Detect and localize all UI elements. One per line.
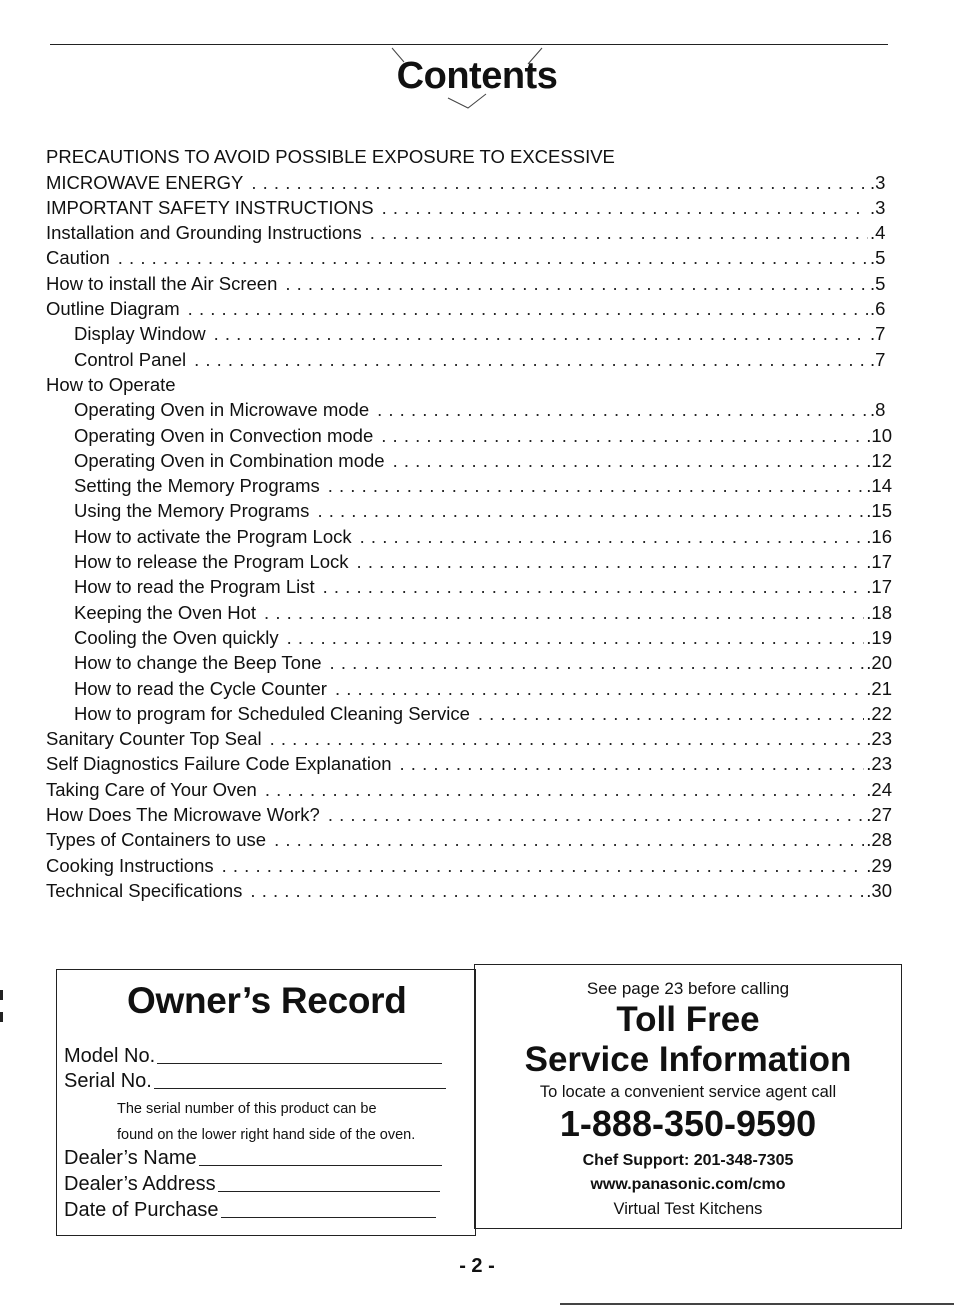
toc-entry-title: Outline Diagram bbox=[46, 298, 180, 320]
scan-edge-mark bbox=[0, 1012, 3, 1022]
toc-entry-title: Operating Oven in Combination mode bbox=[74, 449, 385, 471]
toc-entry[interactable] bbox=[46, 143, 892, 168]
toc-dot-leader bbox=[287, 627, 865, 649]
toc-entry-title: Cooling the Oven quickly bbox=[74, 626, 279, 648]
toc-entry[interactable] bbox=[46, 320, 892, 345]
table-of-contents bbox=[46, 143, 892, 902]
dealer-name-line[interactable] bbox=[199, 1164, 442, 1166]
toc-entry[interactable] bbox=[46, 219, 892, 244]
virtual-test-kitchens: Virtual Test Kitchens bbox=[613, 1200, 763, 1218]
toc-entry[interactable] bbox=[46, 877, 892, 902]
toc-entry-title: How to Operate bbox=[46, 373, 176, 395]
toc-dot-leader bbox=[285, 273, 868, 295]
toc-entry-title: How to activate the Program Lock bbox=[74, 525, 352, 547]
toc-entry[interactable] bbox=[46, 725, 892, 750]
chef-support-phone: Chef Support: 201-348-7305 bbox=[582, 1152, 794, 1169]
toc-dot-leader bbox=[370, 222, 868, 244]
toc-entry-page: .3 bbox=[870, 196, 886, 218]
toc-entry-title: How to read the Program List bbox=[74, 576, 315, 598]
toc-entry-title: Operating Oven in Convection mode bbox=[74, 424, 374, 446]
serial-note-line-1: The serial number of this product can be bbox=[117, 1101, 377, 1117]
toc-entry-title: How Does The Microwave Work? bbox=[46, 804, 320, 826]
toc-entry-title: How to read the Cycle Counter bbox=[74, 677, 327, 699]
toc-entry[interactable] bbox=[46, 649, 892, 674]
toc-entry-page: .20 bbox=[866, 652, 892, 674]
serial-note-line-2: found on the lower right hand side of the oven. bbox=[117, 1127, 416, 1143]
toc-dot-leader bbox=[188, 298, 868, 320]
toc-entry[interactable] bbox=[46, 371, 892, 396]
model-number-line[interactable] bbox=[157, 1062, 442, 1064]
toc-dot-leader bbox=[328, 475, 865, 497]
toc-entry-page: .12 bbox=[866, 449, 892, 471]
toc-entry-title: PRECAUTIONS TO AVOID POSSIBLE EXPOSURE TO EXCESSIVE bbox=[46, 146, 615, 168]
toc-dot-leader bbox=[382, 197, 868, 219]
toc-entry-page: .7 bbox=[870, 323, 886, 345]
toc-entry-page: .6 bbox=[870, 298, 886, 320]
toc-entry[interactable] bbox=[46, 775, 892, 800]
toc-entry[interactable] bbox=[46, 674, 892, 699]
toc-dot-leader bbox=[377, 399, 868, 421]
toc-entry-page: .8 bbox=[870, 399, 886, 421]
toc-entry[interactable] bbox=[46, 851, 892, 876]
toc-entry-title: IMPORTANT SAFETY INSTRUCTIONS bbox=[46, 196, 374, 218]
toc-entry-title: Using the Memory Programs bbox=[74, 500, 310, 522]
toc-dot-leader bbox=[118, 247, 868, 269]
toc-entry-page: .18 bbox=[866, 601, 892, 623]
toc-entry-page: .17 bbox=[866, 551, 892, 573]
top-rule bbox=[50, 44, 888, 45]
toc-entry-page: .30 bbox=[866, 879, 892, 901]
toc-entry-title: Cooking Instructions bbox=[46, 854, 214, 876]
toc-entry-title: Self Diagnostics Failure Code Explanation bbox=[46, 753, 392, 775]
toc-entry[interactable] bbox=[46, 421, 892, 446]
model-number-field bbox=[64, 1045, 442, 1068]
toc-entry-page: .16 bbox=[866, 525, 892, 547]
toc-entry[interactable] bbox=[46, 194, 892, 219]
toc-entry-title: How to release the Program Lock bbox=[74, 551, 349, 573]
toc-entry[interactable] bbox=[46, 522, 892, 547]
toc-entry-page: .15 bbox=[866, 500, 892, 522]
toc-entry-title: Setting the Memory Programs bbox=[74, 475, 320, 497]
toc-entry[interactable] bbox=[46, 269, 892, 294]
dealer-address-field bbox=[64, 1173, 440, 1196]
toc-entry[interactable] bbox=[46, 573, 892, 598]
toc-entry[interactable] bbox=[46, 801, 892, 826]
service-pre-note: See page 23 before calling bbox=[586, 979, 790, 998]
toc-entry[interactable] bbox=[46, 700, 892, 725]
purchase-date-label: Date of Purchase bbox=[64, 1199, 219, 1221]
toc-dot-leader bbox=[357, 551, 865, 573]
website-link[interactable]: www.panasonic.com/cmo bbox=[590, 1176, 786, 1193]
toc-dot-leader bbox=[317, 500, 864, 522]
toc-entry[interactable] bbox=[46, 447, 892, 472]
purchase-date-field bbox=[64, 1199, 436, 1222]
service-info-box bbox=[474, 964, 902, 1229]
toc-dot-leader bbox=[270, 728, 865, 750]
toc-dot-leader bbox=[360, 526, 865, 548]
toc-dot-leader bbox=[323, 576, 865, 598]
toc-entry[interactable] bbox=[46, 295, 892, 320]
toc-entry[interactable] bbox=[46, 548, 892, 573]
toc-dot-leader bbox=[250, 880, 864, 902]
toc-dot-leader bbox=[381, 425, 864, 447]
toll-free-title: Toll Free bbox=[616, 1000, 760, 1039]
page-title: Contents bbox=[396, 55, 558, 97]
toc-entry-page: .27 bbox=[866, 804, 892, 826]
serial-number-field bbox=[64, 1070, 446, 1093]
serial-number-line[interactable] bbox=[154, 1087, 446, 1089]
toc-dot-leader bbox=[328, 804, 864, 826]
toc-dot-leader bbox=[274, 829, 864, 851]
page-number: - 2 - bbox=[459, 1255, 495, 1277]
purchase-date-line[interactable] bbox=[221, 1216, 436, 1218]
toc-dot-leader bbox=[214, 323, 868, 345]
owners-record-title: Owner’s Record bbox=[127, 980, 407, 1021]
toc-entry-title: Installation and Grounding Instructions bbox=[46, 222, 362, 244]
toc-entry[interactable] bbox=[46, 624, 892, 649]
toc-dot-leader bbox=[478, 703, 864, 725]
toc-entry-title: Taking Care of Your Oven bbox=[46, 778, 257, 800]
toc-entry-page: .3 bbox=[870, 171, 886, 193]
toc-entry-title: Technical Specifications bbox=[46, 879, 243, 901]
toc-entry-title: Control Panel bbox=[74, 348, 187, 370]
toc-entry[interactable] bbox=[46, 750, 892, 775]
toc-entry-page: .23 bbox=[866, 728, 892, 750]
toc-dot-leader bbox=[335, 678, 864, 700]
toc-dot-leader bbox=[393, 450, 865, 472]
owners-record-box bbox=[56, 969, 476, 1236]
toc-entry-title: Types of Containers to use bbox=[46, 829, 267, 851]
toc-entry[interactable] bbox=[46, 472, 892, 497]
serial-number-label: Serial No. bbox=[64, 1070, 152, 1092]
toc-entry-title: Keeping the Oven Hot bbox=[74, 601, 257, 623]
toc-entry-title: Sanitary Counter Top Seal bbox=[46, 728, 262, 750]
toc-entry-page: .5 bbox=[870, 247, 886, 269]
info-boxes bbox=[56, 964, 902, 1236]
toc-entry[interactable] bbox=[46, 826, 892, 851]
toc-dot-leader bbox=[251, 172, 868, 194]
toc-entry-page: .14 bbox=[866, 475, 892, 497]
toc-entry-title: How to install the Air Screen bbox=[46, 272, 278, 294]
toc-entry-page: .24 bbox=[866, 778, 892, 800]
toc-entry[interactable] bbox=[46, 345, 892, 370]
toc-entry-title: How to change the Beep Tone bbox=[74, 652, 322, 674]
toc-entry-page: .22 bbox=[866, 702, 892, 724]
toc-entry-page: .23 bbox=[866, 753, 892, 775]
toc-dot-leader bbox=[400, 753, 865, 775]
dealer-address-line[interactable] bbox=[218, 1190, 440, 1192]
toc-entry-title: MICROWAVE ENERGY bbox=[46, 171, 244, 193]
toc-entry-title: Caution bbox=[46, 247, 110, 269]
toc-entry-page: .17 bbox=[866, 576, 892, 598]
scan-edge-mark bbox=[0, 990, 3, 1000]
toc-entry-page: .5 bbox=[870, 272, 886, 294]
locate-agent-text: To locate a convenient service agent call bbox=[539, 1083, 837, 1101]
toc-dot-leader bbox=[265, 779, 864, 801]
dealer-name-field bbox=[64, 1147, 442, 1170]
service-information-title: Service Information bbox=[524, 1040, 852, 1079]
toc-entry-page: .10 bbox=[866, 424, 892, 446]
toc-entry[interactable] bbox=[46, 497, 892, 522]
toc-entry-page: .21 bbox=[866, 677, 892, 699]
toc-entry-title: Operating Oven in Microwave mode bbox=[74, 399, 370, 421]
toc-entry-title: How to program for Scheduled Cleaning Service bbox=[74, 702, 470, 724]
toc-entry-page: .19 bbox=[866, 626, 892, 648]
toc-entry-page: .4 bbox=[870, 222, 886, 244]
dealer-address-label: Dealer’s Address bbox=[64, 1173, 216, 1195]
toc-entry-title: Display Window bbox=[74, 323, 206, 345]
toc-entry[interactable] bbox=[46, 168, 892, 193]
scan-bottom-edge bbox=[560, 1303, 954, 1305]
toc-dot-leader bbox=[222, 855, 865, 877]
toc-entry-page: .29 bbox=[866, 854, 892, 876]
toll-free-phone: 1-888-350-9590 bbox=[559, 1103, 817, 1144]
toc-dot-leader bbox=[330, 652, 865, 674]
toc-entry[interactable] bbox=[46, 396, 892, 421]
toc-entry[interactable] bbox=[46, 244, 892, 269]
dealer-name-label: Dealer’s Name bbox=[64, 1147, 197, 1169]
model-number-label: Model No. bbox=[64, 1045, 156, 1067]
toc-dot-leader bbox=[264, 602, 864, 624]
toc-entry-page: .28 bbox=[866, 829, 892, 851]
toc-dot-leader bbox=[194, 349, 868, 371]
toc-entry-page: .7 bbox=[870, 348, 886, 370]
toc-entry[interactable] bbox=[46, 598, 892, 623]
